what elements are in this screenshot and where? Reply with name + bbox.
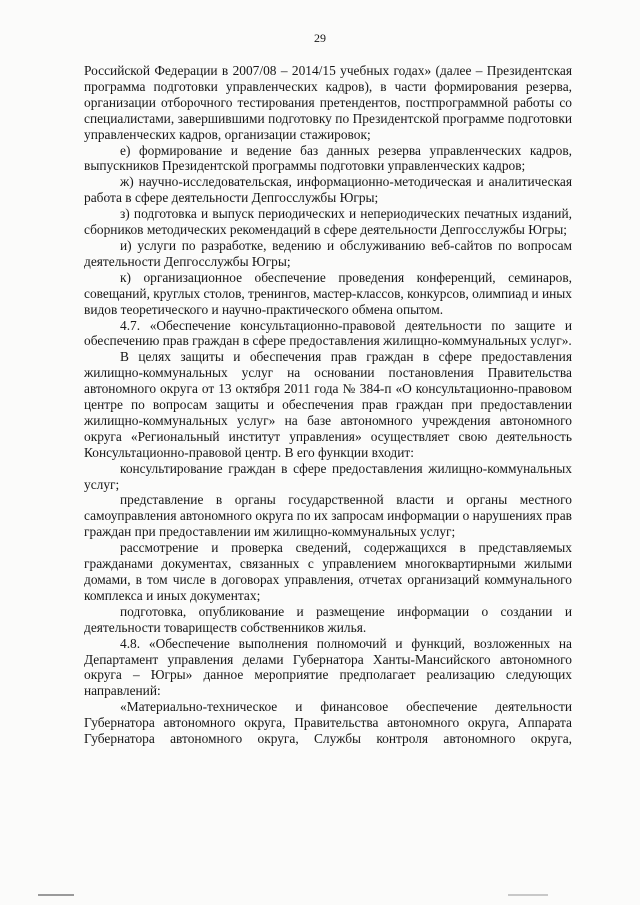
scan-artifact — [38, 894, 74, 896]
paragraph: «Материально-техническое и финансовое обеспечение деятельности Губернатора автономного округа, Правительства автономного округа, Аппарата Губернатора автономного округа, Службы контроля автономного округа, — [84, 699, 572, 747]
paragraph: е) формирование и ведение баз данных резерва управленческих кадров, выпускников Президентской программы подготовки управленческих кадров; — [84, 142, 572, 174]
list-item: консультирование граждан в сфере предоставления жилищно-коммунальных услуг; — [84, 460, 572, 492]
paragraph: В целях защиты и обеспечения прав граждан в сфере предоставления жилищно-коммунальных услуг на основании постановления Правительства автономного округа от 13 октября 2011 года № 384-п «О консультационно-правовом центре по вопросам защиты и обеспечения прав граждан при предоставлении жилищно-коммунальных услуг» на базе автономного учреждения автономного округа «Региональный институт управления» осуществляет свою деятельность Консультационно-правовой центр. В его функции входит: — [84, 349, 572, 460]
paragraph: Российской Федерации в 2007/08 – 2014/15 учебных годах» (далее – Президентская программа подготовки управленческих кадров), в части формирования резерва, организации отборочного тестирования претендентов, постпрограммной работы со специалистами, завершившими подготовку по Президентской программе подготовки управленческих кадров, организации стажировок; — [84, 63, 572, 142]
list-item: представление в органы государственной власти и органы местного самоуправления автономного округа по их запросам информации о нарушениях прав граждан при предоставлении им жилищно-коммунальных услуг; — [84, 492, 572, 540]
body-text — [84, 63, 572, 747]
paragraph: ж) научно-исследовательская, информационно-методическая и аналитическая работа в сфере деятельности Депгосслужбы Югры; — [84, 174, 572, 206]
scan-artifact — [508, 894, 548, 896]
paragraph: к) организационное обеспечение проведения конференций, семинаров, совещаний, круглых столов, тренингов, мастер-классов, конкурсов, олимпиад и иных видов теоретического и научно-практического обмена опытом. — [84, 269, 572, 317]
paragraph: з) подготовка и выпуск периодических и непериодических печатных изданий, сборников методических рекомендаций в сфере деятельности Депгосслужбы Югры; — [84, 206, 572, 238]
paragraph: и) услуги по разработке, ведению и обслуживанию веб-сайтов по вопросам деятельности Депгосслужбы Югры; — [84, 237, 572, 269]
page-number: 29 — [314, 31, 326, 45]
section-heading-4-7: 4.7. «Обеспечение консультационно-правовой деятельности по защите и обеспечению прав граждан в сфере предоставления жилищно-коммунальных услуг». — [84, 317, 572, 349]
list-item: подготовка, опубликование и размещение информации о создании и деятельности товариществ собственников жилья. — [84, 603, 572, 635]
list-item: рассмотрение и проверка сведений, содержащихся в представляемых гражданами документах, связанных с управлением многоквартирными жилыми домами, в том числе в договорах управления, отчетах организаций коммунального комплекса и иных документах; — [84, 540, 572, 603]
section-heading-4-8: 4.8. «Обеспечение выполнения полномочий и функций, возложенных на Департамент управления делами Губернатора Ханты-Мансийского автономного округа – Югры» данное мероприятие предполагает реализацию следующих направлений: — [84, 635, 572, 699]
